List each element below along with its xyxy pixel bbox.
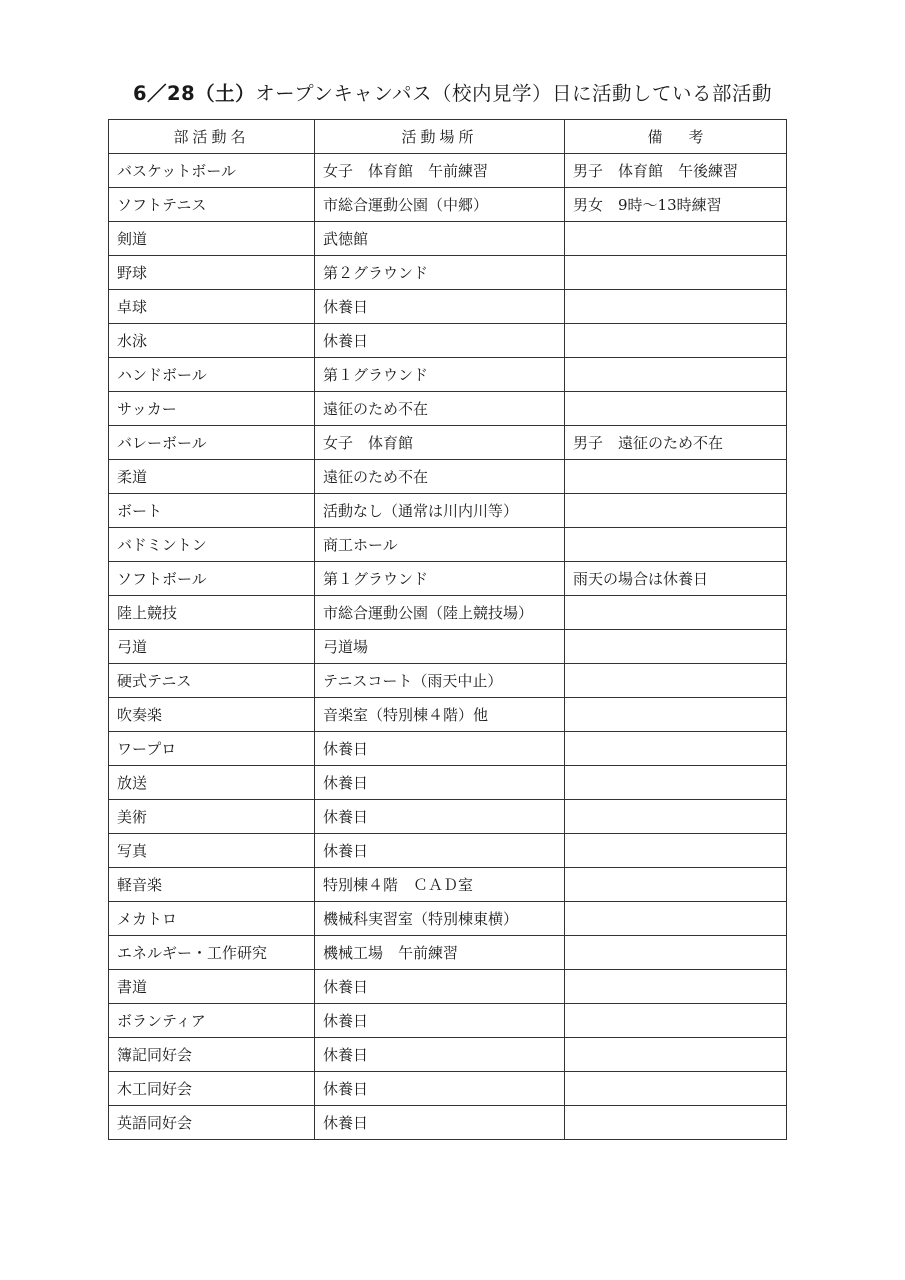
table-row [109,494,787,528]
note-cell: 雨天の場合は休養日 [565,562,787,596]
club-name-cell: ソフトテニス [109,188,315,222]
table-row [109,800,787,834]
club-name-cell: 硬式テニス [109,664,315,698]
activity-place-cell: 第１グラウンド [315,358,565,392]
table-row [109,698,787,732]
note-cell [565,766,787,800]
club-name-cell: バドミントン [109,528,315,562]
club-name-cell: 軽音楽 [109,868,315,902]
table-row [109,154,787,188]
note-cell [565,528,787,562]
activity-place-cell: 休養日 [315,970,565,1004]
club-name-cell: 吹奏楽 [109,698,315,732]
activity-place-cell: 機械工場 午前練習 [315,936,565,970]
activity-place-cell: 休養日 [315,1106,565,1140]
table-row [109,188,787,222]
activity-place-cell: 商工ホール [315,528,565,562]
note-cell [565,358,787,392]
club-name-cell: 陸上競技 [109,596,315,630]
note-cell [565,1072,787,1106]
activity-place-cell: 休養日 [315,732,565,766]
activity-place-cell: 遠征のため不在 [315,392,565,426]
club-name-cell: ハンドボール [109,358,315,392]
table-row [109,970,787,1004]
club-name-cell: 簿記同好会 [109,1038,315,1072]
table-row [109,936,787,970]
note-cell [565,392,787,426]
table-row [109,460,787,494]
note-cell [565,460,787,494]
note-cell [565,800,787,834]
table-row [109,1106,787,1140]
activity-place-cell: テニスコート（雨天中止） [315,664,565,698]
page-title [0,78,905,106]
note-cell [565,834,787,868]
activity-place-cell: 音楽室（特別棟４階）他 [315,698,565,732]
activity-place-cell: 休養日 [315,834,565,868]
activity-place-cell: 休養日 [315,1004,565,1038]
header-row [109,120,787,154]
club-name-cell: ソフトボール [109,562,315,596]
note-cell [565,1004,787,1038]
club-name-cell: 野球 [109,256,315,290]
activity-place-cell: 機械科実習室（特別棟東横） [315,902,565,936]
activity-place-cell: 休養日 [315,1038,565,1072]
club-activity-table [108,119,787,1140]
table-body [109,154,787,1140]
note-cell [565,494,787,528]
table-row [109,902,787,936]
title-text: オープンキャンパス（校内見学）日に活動している部活動 [255,82,773,105]
club-name-cell: 柔道 [109,460,315,494]
club-name-cell: サッカー [109,392,315,426]
note-cell [565,698,787,732]
activity-place-cell: 市総合運動公園（中郷） [315,188,565,222]
activity-place-cell: 活動なし（通常は川内川等） [315,494,565,528]
table-row [109,290,787,324]
activity-place-cell: 休養日 [315,324,565,358]
note-cell [565,936,787,970]
club-name-cell: ボート [109,494,315,528]
note-cell [565,630,787,664]
activity-place-cell: 休養日 [315,1072,565,1106]
table-row [109,766,787,800]
table-row [109,426,787,460]
table-row [109,324,787,358]
note-cell: 男子 体育館 午後練習 [565,154,787,188]
activity-place-cell: 女子 体育館 午前練習 [315,154,565,188]
header-activity-place: 活動場所 [315,120,565,154]
table-row [109,358,787,392]
activity-place-cell: 第１グラウンド [315,562,565,596]
note-cell: 男子 遠征のため不在 [565,426,787,460]
activity-place-cell: 休養日 [315,766,565,800]
note-cell [565,1038,787,1072]
activity-place-cell: 女子 体育館 [315,426,565,460]
table-row [109,528,787,562]
club-name-cell: ワープロ [109,732,315,766]
club-name-cell: 英語同好会 [109,1106,315,1140]
activity-place-cell: 特別棟４階 ＣＡＤ室 [315,868,565,902]
club-name-cell: 弓道 [109,630,315,664]
activity-place-cell: 第２グラウンド [315,256,565,290]
activity-place-cell: 休養日 [315,290,565,324]
table-row [109,1038,787,1072]
activity-place-cell: 休養日 [315,800,565,834]
table-row [109,732,787,766]
note-cell [565,664,787,698]
club-name-cell: メカトロ [109,902,315,936]
club-name-cell: 書道 [109,970,315,1004]
note-cell [565,1106,787,1140]
note-cell [565,902,787,936]
club-name-cell: 美術 [109,800,315,834]
activity-place-cell: 遠征のため不在 [315,460,565,494]
note-cell [565,290,787,324]
club-name-cell: 卓球 [109,290,315,324]
club-name-cell: バスケットボール [109,154,315,188]
table-row [109,596,787,630]
note-cell [565,596,787,630]
table-row [109,1072,787,1106]
table-row [109,222,787,256]
note-cell [565,324,787,358]
note-cell [565,222,787,256]
activity-place-cell: 市総合運動公園（陸上競技場） [315,596,565,630]
club-name-cell: エネルギー・工作研究 [109,936,315,970]
club-name-cell: 木工同好会 [109,1072,315,1106]
club-name-cell: ボランティア [109,1004,315,1038]
note-cell [565,732,787,766]
table-row [109,392,787,426]
note-cell [565,256,787,290]
table-row [109,868,787,902]
club-name-cell: バレーボール [109,426,315,460]
table-row [109,630,787,664]
club-name-cell: 剣道 [109,222,315,256]
activity-place-cell: 武徳館 [315,222,565,256]
activity-place-cell: 弓道場 [315,630,565,664]
note-cell: 男女 9時〜13時練習 [565,188,787,222]
table-row [109,834,787,868]
note-cell [565,868,787,902]
club-name-cell: 水泳 [109,324,315,358]
table-row [109,1004,787,1038]
note-cell [565,970,787,1004]
table-row [109,664,787,698]
club-name-cell: 放送 [109,766,315,800]
table-row [109,256,787,290]
table-row [109,562,787,596]
title-date: 6／28（土） [132,82,256,105]
club-name-cell: 写真 [109,834,315,868]
header-notes: 備考 [565,120,787,154]
header-club-name: 部活動名 [109,120,315,154]
